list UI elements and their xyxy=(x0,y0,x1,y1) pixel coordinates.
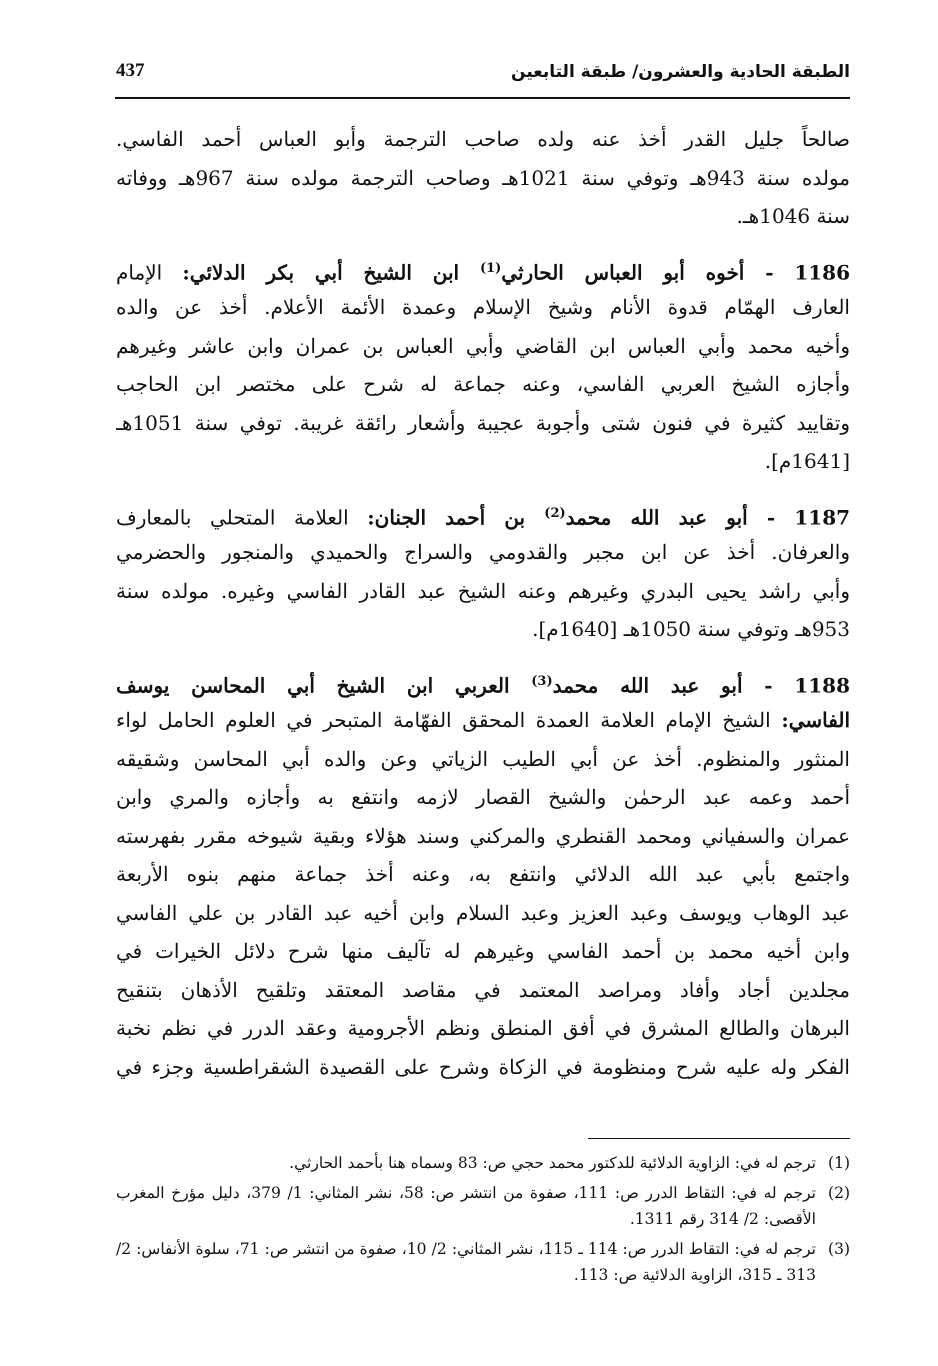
text-line xyxy=(116,533,850,572)
text-line xyxy=(116,817,850,856)
text-line xyxy=(116,250,850,289)
text-span: عمران والسفياني ومحمد القنطري والمركني وسند هؤلاء وبقية شيوخه مقرر بفهرسته xyxy=(116,823,850,848)
footnote xyxy=(116,1180,850,1232)
footnote xyxy=(116,1236,850,1288)
text-line xyxy=(116,1048,850,1087)
text-span: [1641م]. xyxy=(764,449,850,473)
text-line xyxy=(116,495,850,534)
entry-heading-text: 1188 - أبو عبد الله محمد xyxy=(552,673,850,698)
footnote-ref: (2) xyxy=(544,505,566,521)
text-span: الشيخ الإمام العلامة العمدة المحقق الفهّامة المتبحر في العلوم الحامل لواء xyxy=(116,708,782,732)
footnotes xyxy=(116,1150,850,1292)
text-line xyxy=(116,663,850,702)
text-line xyxy=(116,327,850,366)
text-span: سنة 1046هـ. xyxy=(736,204,850,228)
page-number: 437 xyxy=(116,60,145,81)
text-line xyxy=(116,855,850,894)
entry-heading-text: 1186 - أخوه أبو العباس الحارثي xyxy=(501,260,850,285)
text-span: والعرفان. أخذ عن ابن مجبر والقدومي والسراج والحميدي والمنجور والحضرمي xyxy=(116,540,850,564)
footnote-text: ترجم له في: التقاط الدرر ص: 114 ـ 115، نشر المثاني: 2/ 10، صفوة من انتشر ص: 71، سلوة الأنفاس: 2/ 313 ـ 315، الزاوية الدلائية ص: 113. xyxy=(116,1240,816,1284)
text-span: عبد الوهاب ويوسف وعبد العزيز وعبد السلام وابن أخيه عبد القادر بن علي الفاسي xyxy=(116,900,850,925)
text-span: واجتمع بأبي عبد الله الدلائي وانتفع به، وعنه أخذ جماعة منهم بنوه الأربعة xyxy=(116,862,850,886)
text-span: مولده سنة 943هـ وتوفي سنة 1021هـ وصاحب الترجمة مولده سنة 967هـ ووفاته xyxy=(116,165,850,190)
text-span: صالحاً جليل القدر أخذ عنه ولده صاحب الترجمة وأبو العباس أحمد الفاسي. xyxy=(116,127,850,151)
header-rule xyxy=(115,97,850,99)
text-line xyxy=(116,894,850,933)
text-span: وأخيه محمد وأبي العباس ابن القاضي وأبي العباس بن عمران وابن عاشر وغيرهم xyxy=(116,333,850,358)
text-line xyxy=(116,288,850,327)
text-span: وتقاييد كثيرة في فنون شتى وأجوبة عجيبة وأشعار رائقة غريبة. توفي سنة 1051هـ xyxy=(116,410,850,435)
text-line xyxy=(116,778,850,817)
footnote-text: ترجم له في: الزاوية الدلائية للدكتور محمد حجي ص: 83 وسماه هنا بأحمد الحارثي. xyxy=(289,1154,816,1172)
text-line xyxy=(116,442,850,481)
entry-heading-text: الفاسي: xyxy=(781,708,850,732)
text-span: وأجازه الشيخ العربي الفاسي، وعنه جماعة له شرح على مختصر ابن الحاجب xyxy=(116,372,850,396)
footnote-ref: (3) xyxy=(531,673,553,689)
text-span: العارف الهمّام قدوة الأنام وشيخ الإسلام وعمدة الأئمة الأعلام. أخذ عن والده xyxy=(116,295,850,319)
text-line xyxy=(116,971,850,1010)
footnote-number: (3) xyxy=(828,1240,850,1258)
text-span: مجلدين أجاد وأفاد ومراصد المعتمد في مقاصد المعتقد وتلقيح الأذهان بتنقيح xyxy=(116,977,850,1002)
entry-heading-text: العربي ابن الشيخ أبي المحاسن يوسف xyxy=(116,673,532,698)
footnote-text: ترجم له في: التقاط الدرر ص: 111، صفوة من انتشر ص: 58، نشر المثاني: 1/ 379، دليل مؤرخ المغرب الأقصى: 2/ 314 رقم 1311. xyxy=(116,1184,816,1228)
text-span: أحمد وعمه عبد الرحمٰن والشيخ القصار لازمه وانتفع به وأجازه والمري وابن xyxy=(116,785,850,809)
text-line xyxy=(116,740,850,779)
paragraph-gap xyxy=(116,481,850,495)
text-span: وابن أخيه محمد بن أحمد الفاسي وغيرهم له تآليف منها شرح دلائل الخيرات في xyxy=(116,939,850,963)
text-span: الإمام xyxy=(116,260,183,285)
paragraph-gap xyxy=(116,236,850,250)
entry-heading-text: ابن الشيخ أبي بكر الدلائي: xyxy=(182,260,480,285)
footnote-number: (2) xyxy=(828,1184,850,1202)
footnote-separator xyxy=(588,1138,850,1139)
text-line xyxy=(116,610,850,649)
entry-heading-text: بن أحمد الجنان: xyxy=(367,505,545,530)
paragraph-gap xyxy=(116,649,850,663)
footnote-ref: (1) xyxy=(479,260,502,276)
text-span: 953هـ وتوفي سنة 1050هـ [1640م]. xyxy=(532,617,850,641)
text-line xyxy=(116,197,850,236)
text-span: وأبي راشد يحيى البدري وغيرهم وعنه الشيخ عبد القادر الفاسي وغيره. مولده سنة xyxy=(116,578,850,603)
text-line xyxy=(116,159,850,198)
running-header-title: الطبقة الحادية والعشرون/ طبقة التابعين xyxy=(511,62,850,82)
text-line xyxy=(116,365,850,404)
text-line xyxy=(116,1009,850,1048)
text-line xyxy=(116,932,850,971)
text-line xyxy=(116,120,850,159)
entry-heading-text: 1187 - أبو عبد الله محمد xyxy=(565,505,850,530)
footnote xyxy=(116,1150,850,1176)
text-line xyxy=(116,572,850,611)
text-line xyxy=(116,404,850,443)
main-text xyxy=(116,120,850,1086)
text-span: المنثور والمنظوم. أخذ عن أبي الطيب الزياتي وعن والده أبي المحاسن وشقيقه xyxy=(116,746,850,771)
footnote-number: (1) xyxy=(828,1154,850,1172)
text-span: الفكر وله عليه شرح ومنظومة في الزكاة وشرح على القصيدة الشقراطسية وجزء في xyxy=(116,1054,850,1079)
text-line xyxy=(116,701,850,740)
text-span: العلامة المتحلي بالمعارف xyxy=(116,505,368,530)
text-span: البرهان والطالع المشرق في أفق المنطق ونظم الأجرومية وعقد الدرر في نظم نخبة xyxy=(116,1016,850,1040)
